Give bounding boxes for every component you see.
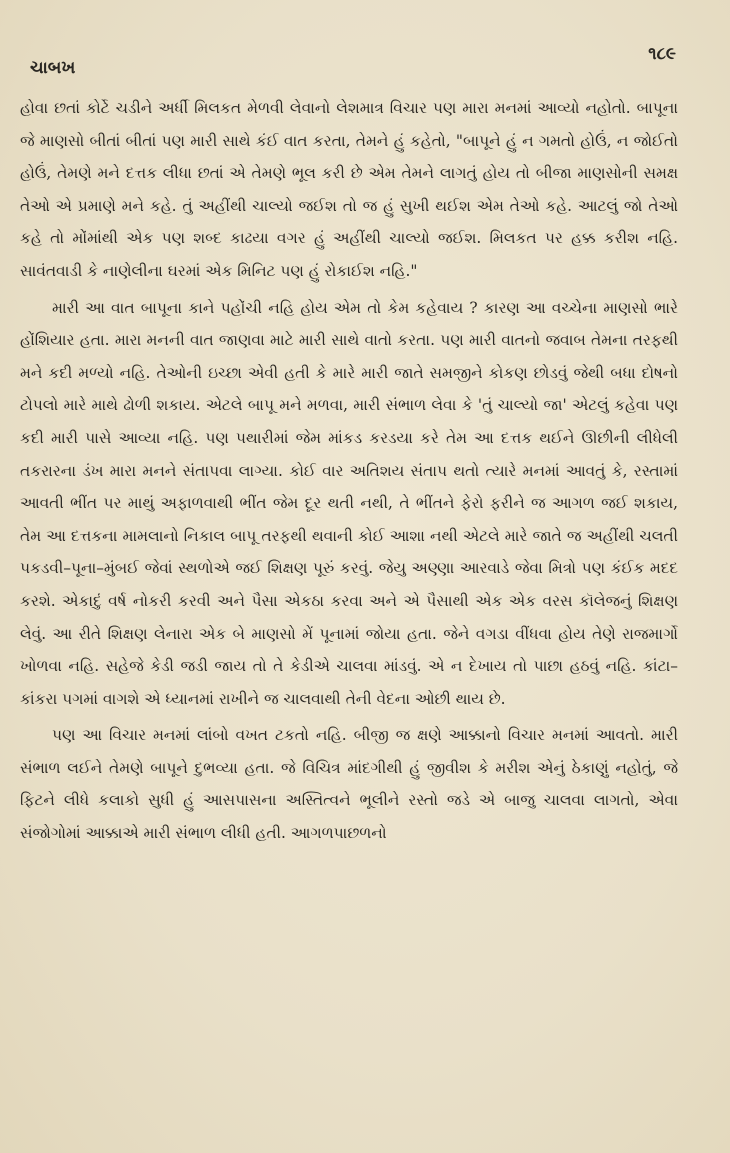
body-text (20, 92, 678, 850)
paragraph: મારી આ વાત બાપૂના કાને પહોંચી નહિ હોય એમ તો કેમ કહેવાય ? કારણ આ વચ્ચેના માણસો ભારે હોંશિયાર હતા. મારા મનની વાત જાણવા માટે મારી સાથે વાતો કરતા. પણ મારી વાતનો જવાબ તેમના તરફથી મને કદી મળ્યો નહિ. તેઓની ઇચ્છા એવી હતી કે મારે મારી જાતે સમજીને કોકણ છોડવું જેથી બધા દોષનો ટોપલો મારે માથે ઢોળી શકાય. એટલે બાપૂ મને મળવા, મારી સંભાળ લેવા કે 'તું ચાલ્યો જા' એટલું કહેવા પણ કદી મારી પાસે આવ્યા નહિ. પણ પથારીમાં જેમ માંકડ કરડયા કરે તેમ આ દત્તક થઈને ઊછીની લીધેલી તકરારના ડંખ મારા મનને સંતાપવા લાગ્યા. કોઈ વાર અતિશય સંતાપ થતો ત્યારે મનમાં આવતું કે, રસ્તામાં આવતી ભીંત પર માથું અફાળવાથી ભીંત જેમ દૂર થતી નથી, તે ભીંતને ફેરો ફરીને જ આગળ જઈ શકાય, તેમ આ દત્તકના મામલાનો નિકાલ બાપૂ તરફથી થવાની કોઈ આશા નથી એટલે મારે જાતે જ અહીંથી ચલતી પકડવી–પૂના–મુંબઈ જેવાં સ્થળોએ જઈ શિક્ષણ પૂરું કરવું. જેયુ અણ્ણા આરવાડે જેવા મિત્રો પણ કંઈક મદદ કરશે. એકાદું વર્ષ નોકરી કરવી અને પૈસા એકઠા કરવા અને એ પૈસાથી એક એક વરસ કૉલેજનું શિક્ષણ લેવું. આ રીતે શિક્ષણ લેનારા એક બે માણસો મેં પૂનામાં જોયા હતા. જેને વગડા વીંધવા હોય તેણે રાજમાર્ગો ખોળવા નહિ. સહેજે કેડી જડી જાય તો તે કેડીએ ચાલવા માંડવું. એ ન દેખાય તો પાછા હઠવું નહિ. કાંટા–કાંકરા પગમાં વાગશે એ ધ્યાનમાં રાખીને જ ચાલવાથી તેની વેદના ઓછી થાય છે. (20, 298, 678, 708)
page-number: ૧૮૯ (648, 44, 676, 64)
paragraph: પણ આ વિચાર મનમાં લાંબો વખત ટકતો નહિ. બીજી જ ક્ષણે આક્કાનો વિચાર મનમાં આવતો. મારી સંભાળ લઈને તેમણે બાપૂને દુભવ્યા હતા. જે વિચિત્ર માંદગીથી હું જીવીશ કે મરીશ એનું ઠેકાણું નહોતું, જે ફિટને લીધે કલાકો સુધી હું આસપાસના અસ્તિત્વને ભૂલીને રસ્તો જડે એ બાજુ ચાલવા લાગતો, એવા સંજોગોમાં આક્કાએ મારી સંભાળ લીધી હતી. આગળપાછળનો (20, 726, 678, 843)
paragraph: હોવા છતાં કોર્ટે ચડીને અર્ધી મિલકત મેળવી લેવાનો લેશમાત્ર વિચાર પણ મારા મનમાં આવ્યો નહોતો. બાપૂના જે માણસો બીતાં બીતાં પણ મારી સાથે કંઈ વાત કરતા, તેમને હું કહેતો, "બાપૂને હું ન ગમતો હોઉં, ન જોઈતો હોઉં, તેમણે મને દત્તક લીધા છતાં એ તેમણે ભૂલ કરી છે એમ તેમને લાગતું હોય તો બીજા માણસોની સમક્ષ તેઓ એ પ્રમાણે મને કહે. તું અહીંથી ચાલ્યો જઈશ તો જ હું સુખી થઈશ એમ તેઓ કહે. આટલું જો તેઓ કહે તો મોંમાંથી એક પણ શબ્દ કાઢયા વગર હું અહીંથી ચાલ્યો જઈશ. મિલકત પર હક્ક કરીશ નહિ. સાવંતવાડી કે નાણેલીના ઘરમાં એક મિનિટ પણ હું રોકાઈશ નહિ." (20, 99, 678, 280)
running-head (30, 44, 676, 92)
running-head-title: ચાબખ (30, 58, 76, 78)
